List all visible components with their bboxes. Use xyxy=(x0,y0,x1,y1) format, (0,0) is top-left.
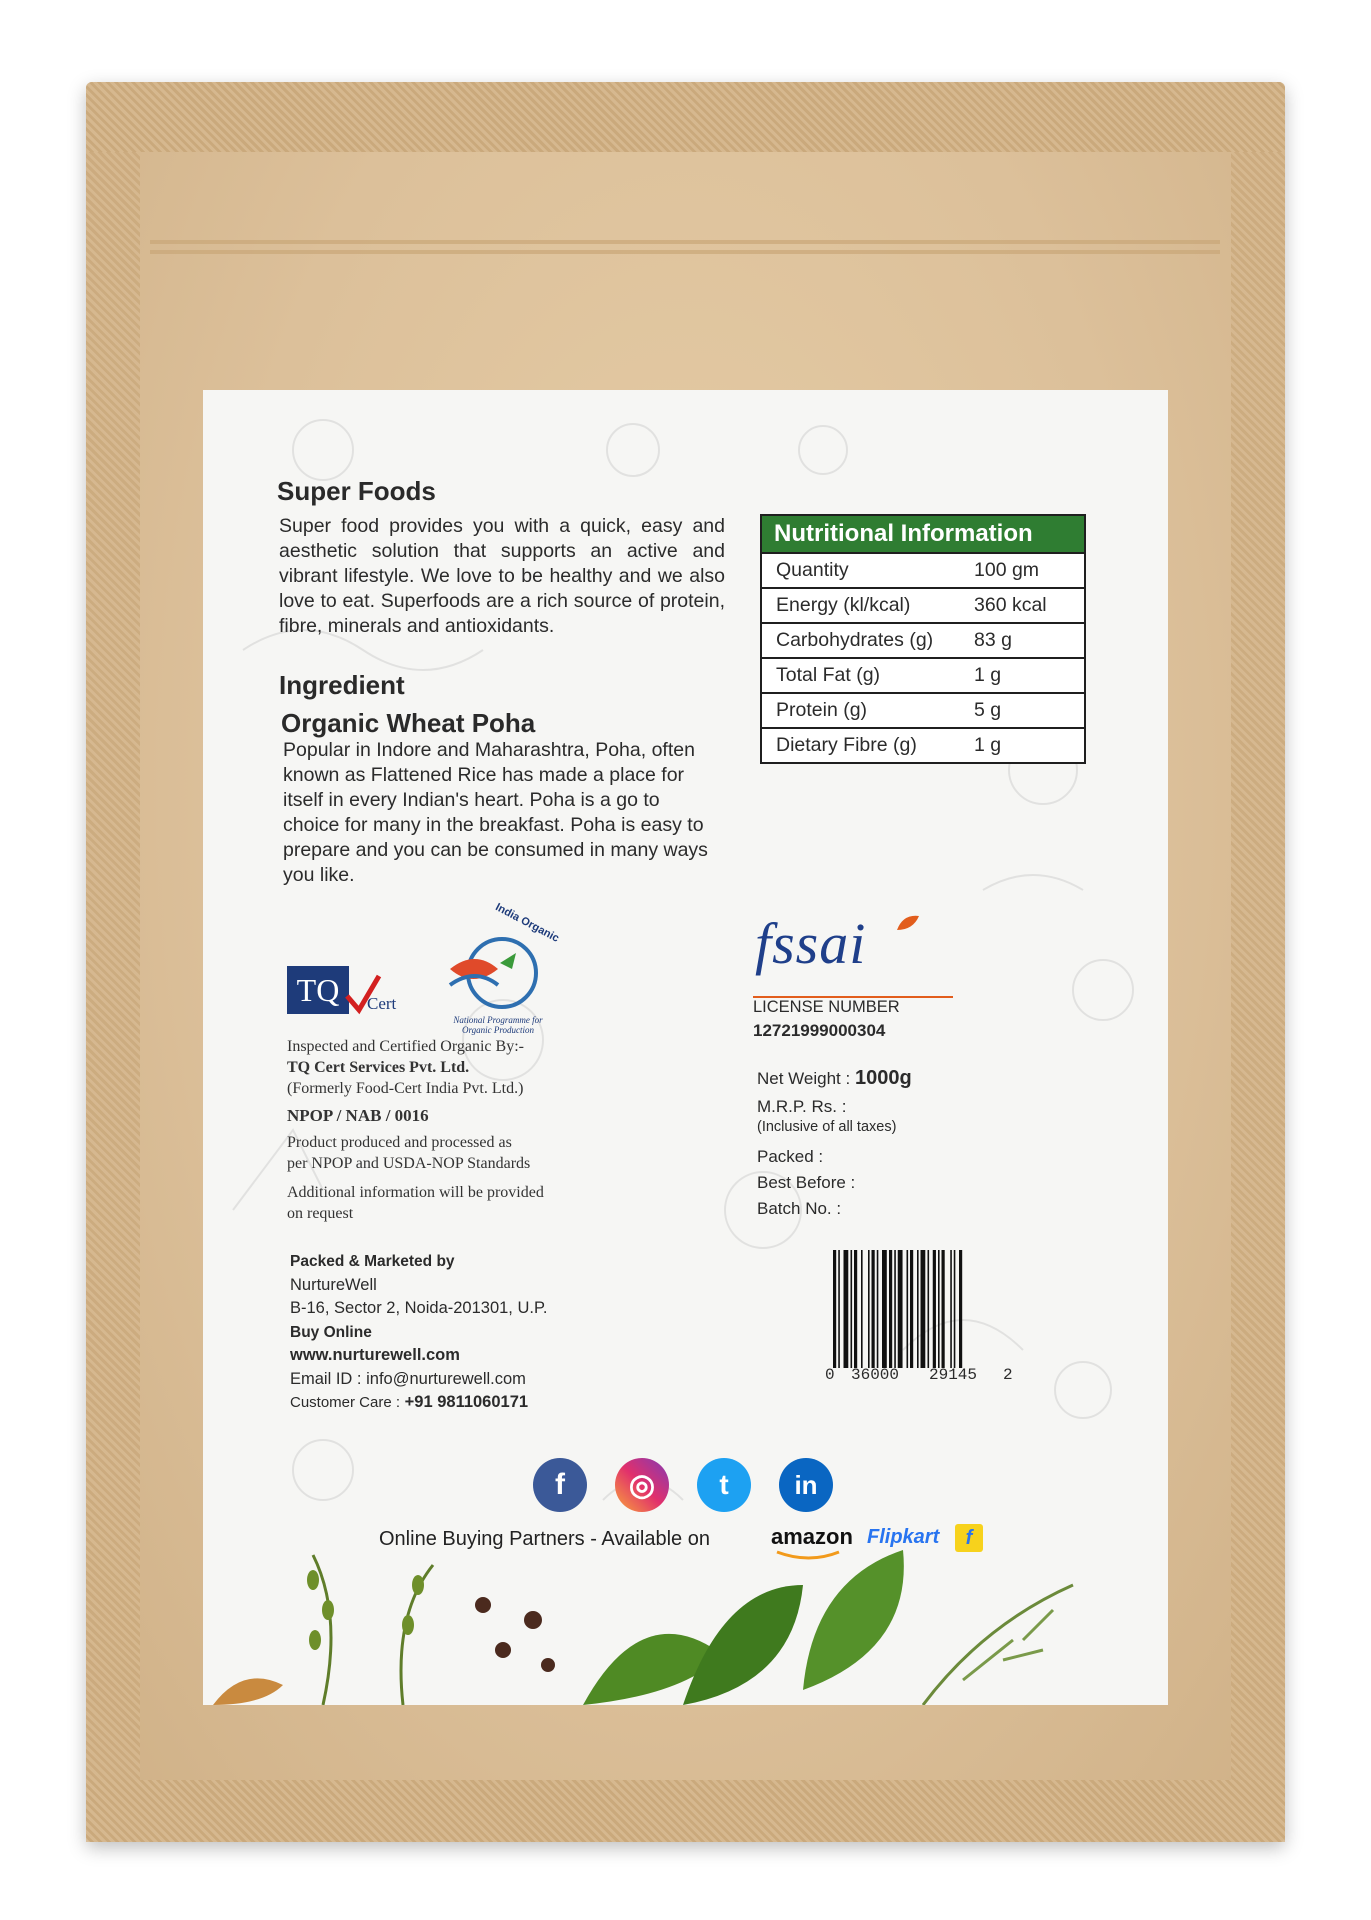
herbs-decoration xyxy=(203,1540,1168,1705)
nutrition-row xyxy=(762,552,1084,587)
nutrition-value: 83 g xyxy=(974,629,1012,651)
barcode-digits-left: 36000 xyxy=(851,1366,900,1384)
barcode-bar xyxy=(833,1250,836,1368)
barcode-bar xyxy=(894,1250,896,1368)
net-weight-value: 1000g xyxy=(854,1067,912,1089)
barcode-bar xyxy=(938,1250,940,1368)
care-label: Customer Care : xyxy=(290,1394,401,1411)
nutrition-label: Protein (g) xyxy=(776,699,868,721)
nutrition-value: 360 kcal xyxy=(974,594,1047,616)
tq-logo-sub: Cert xyxy=(367,994,397,1013)
barcode-bar xyxy=(872,1250,875,1368)
net-weight-label: Net Weight : xyxy=(757,1069,851,1088)
cert-line-5: Product produced and processed as xyxy=(287,1134,512,1151)
cert-line-8: on request xyxy=(287,1205,354,1222)
barcode-bar xyxy=(898,1250,903,1368)
product-label xyxy=(203,390,1168,1705)
phone-number[interactable]: +91 9811060171 xyxy=(404,1393,529,1411)
nutrition-label: Carbohydrates (g) xyxy=(776,629,934,651)
barcode-digit-last: 2 xyxy=(1003,1366,1013,1384)
barcode-bar xyxy=(928,1250,930,1368)
tq-cert-logo xyxy=(287,964,409,1024)
nutrition-table xyxy=(760,514,1086,764)
barcode-bar xyxy=(889,1250,892,1368)
barcode-bar xyxy=(933,1250,936,1368)
nutrition-label: Dietary Fibre (g) xyxy=(776,734,917,756)
cert-line-7: Additional information will be provided xyxy=(287,1184,544,1201)
zip-line-1 xyxy=(150,240,1220,244)
fssai-logo: fssai xyxy=(755,911,867,976)
nutrition-label: Energy (kl/kcal) xyxy=(776,594,911,616)
license-number: 12721999000304 xyxy=(753,1021,886,1040)
email-line xyxy=(290,1368,650,1392)
fssai-leaf-icon xyxy=(893,912,923,934)
nutrition-row xyxy=(762,657,1084,692)
barcode-digit-first: 0 xyxy=(825,1366,835,1384)
company-details xyxy=(290,1250,650,1415)
india-organic-logo xyxy=(428,901,568,1040)
super-foods-title: Super Foods xyxy=(277,476,436,506)
npop-caption xyxy=(428,1015,568,1035)
ingredient-name: Organic Wheat Poha xyxy=(281,708,536,738)
net-weight xyxy=(757,1067,912,1090)
nutrition-label: Quantity xyxy=(776,559,849,581)
barcode-bar xyxy=(877,1250,879,1368)
npop-number: NPOP / NAB / 0016 xyxy=(287,1106,429,1125)
barcode-bar xyxy=(854,1250,857,1368)
barcode-bar xyxy=(907,1250,909,1368)
barcode-bar xyxy=(950,1250,952,1368)
company-address: B-16, Sector 2, Noida-201301, U.P. xyxy=(290,1299,548,1317)
nutrition-row xyxy=(762,622,1084,657)
license-label: LICENSE NUMBER xyxy=(753,998,900,1016)
barcode-bar xyxy=(861,1250,863,1368)
cert-text xyxy=(287,1036,617,1224)
barcode-bar xyxy=(868,1250,870,1368)
nutrition-label: Total Fat (g) xyxy=(776,664,881,686)
barcode-bar xyxy=(917,1250,919,1368)
linkedin-icon[interactable]: in xyxy=(779,1458,833,1512)
barcode-bar xyxy=(838,1250,840,1368)
nutrition-row xyxy=(762,692,1084,727)
ingredient-title: Ingredient xyxy=(279,670,405,700)
npop-caption-line2: Organic Production xyxy=(461,1025,535,1035)
mrp-note: (Inclusive of all taxes) xyxy=(757,1119,897,1135)
barcode-bar xyxy=(959,1250,962,1368)
nutrition-value: 1 g xyxy=(974,664,1002,686)
packed-by-label: Packed & Marketed by xyxy=(290,1253,455,1270)
barcode-bar xyxy=(844,1250,849,1368)
nutrition-value: 100 gm xyxy=(974,559,1040,581)
amazon-logo[interactable]: amazon xyxy=(771,1524,853,1549)
nutrition-row xyxy=(762,727,1084,762)
pouch-right-seal xyxy=(1231,152,1285,1842)
mrp-label: M.R.P. Rs. : xyxy=(757,1097,847,1116)
barcode xyxy=(825,1250,1013,1390)
facebook-icon[interactable]: f xyxy=(533,1458,587,1512)
company-name: NurtureWell xyxy=(290,1275,377,1294)
buy-online-label: Buy Online xyxy=(290,1323,372,1341)
barcode-bars xyxy=(831,1250,1003,1368)
email-link[interactable]: info@nurturewell.com xyxy=(366,1369,526,1388)
zip-line-2 xyxy=(150,250,1220,254)
instagram-icon[interactable]: ◎ xyxy=(615,1458,669,1512)
best-before-label: Best Before : xyxy=(757,1173,856,1192)
website-link[interactable]: www.nurturewell.com xyxy=(290,1346,460,1364)
barcode-bar xyxy=(942,1250,945,1368)
tq-logo-box: TQ xyxy=(287,966,349,1014)
email-label: Email ID : xyxy=(290,1369,362,1388)
flipkart-icon: f xyxy=(955,1524,983,1552)
cert-line-3: (Formerly Food-Cert India Pvt. Ltd.) xyxy=(287,1080,524,1097)
barcode-bar xyxy=(910,1250,913,1368)
nutrition-title: Nutritional Information xyxy=(762,516,1084,552)
care-line xyxy=(290,1391,650,1415)
cert-line-1: Inspected and Certified Organic By:- xyxy=(287,1038,524,1055)
pouch-top-seal xyxy=(86,82,1285,152)
npop-caption-line1: National Programme for xyxy=(453,1015,543,1025)
barcode-bar xyxy=(882,1250,887,1368)
partners-text: Online Buying Partners - Available on xyxy=(379,1528,710,1550)
super-foods-text: Super food provides you with a quick, easy and aesthetic solution that supports an active and vibrant lifestyle. We love to be healthy and we also love to eat. Superfoods are a rich source of protein, fibre, minerals and antioxidants. xyxy=(279,515,725,637)
barcode-bar xyxy=(921,1250,926,1368)
pouch-left-seal xyxy=(86,152,140,1842)
barcode-digits-right: 29145 xyxy=(929,1366,978,1384)
twitter-icon[interactable]: t xyxy=(697,1458,751,1512)
barcode-bar xyxy=(954,1250,956,1368)
barcode-bar xyxy=(851,1250,853,1368)
india-organic-emblem-icon xyxy=(440,929,550,1019)
flipkart-logo[interactable]: Flipkart xyxy=(867,1526,940,1548)
batch-label: Batch No. : xyxy=(757,1199,842,1218)
nutrition-value: 1 g xyxy=(974,734,1002,756)
india-organic-text: India Organic xyxy=(493,901,561,945)
cert-line-6: per NPOP and USDA-NOP Standards xyxy=(287,1155,531,1172)
pouch-bottom-seal xyxy=(86,1780,1285,1842)
cert-line-2: TQ Cert Services Pvt. Ltd. xyxy=(287,1059,470,1076)
nutrition-value: 5 g xyxy=(974,699,1002,721)
ingredient-text: Popular in Indore and Maharashtra, Poha, often known as Flattened Rice has made a place for itself in every Indian's heart. Poha is a go to choice for many in the breakfast. Poha is easy to prepare and you can be consumed in many ways you like. xyxy=(283,739,708,886)
nutrition-row xyxy=(762,587,1084,622)
packed-label: Packed : xyxy=(757,1147,824,1166)
